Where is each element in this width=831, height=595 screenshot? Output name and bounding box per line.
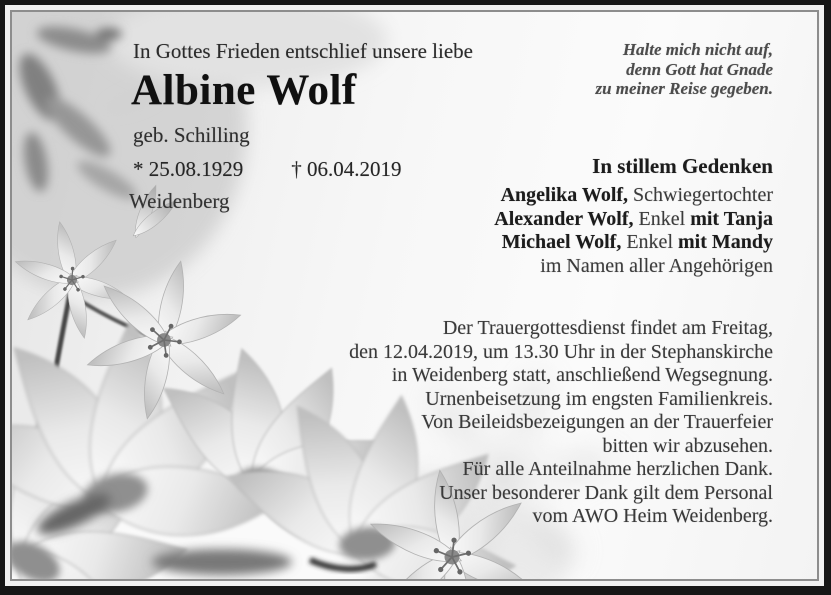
announcement-line: in Weidenberg statt, anschließend Wegsegnung. xyxy=(391,364,773,386)
mourner-row: Angelika Wolf, Schwiegertochter xyxy=(500,184,773,206)
obituary-text xyxy=(12,12,817,579)
announcement-line: Urnenbeisetzung im engsten Familienkreis. xyxy=(425,387,773,410)
quote-line: Halte mich nicht auf, xyxy=(622,40,773,59)
announcement-line: Unser besonderer Dank gilt dem Personal xyxy=(439,481,773,504)
quote-line: zu meiner Reise gegeben. xyxy=(595,79,773,98)
mourner-row: Alexander Wolf, Enkel mit Tanja xyxy=(494,207,773,230)
death-date: † 06.04.2019 xyxy=(291,157,402,181)
life-dates xyxy=(133,157,402,182)
quote-line: denn Gott hat Gnade xyxy=(626,59,773,79)
announcement-line: Der Trauergottesdienst findet am Freitag, xyxy=(442,317,773,339)
funeral-announcement xyxy=(349,317,773,529)
announcement-line: Für alle Anteilnahme herzlichen Dank. xyxy=(462,458,773,480)
mourners-list xyxy=(494,184,773,278)
intro-line: In Gottes Frieden entschlief unsere liebe xyxy=(133,39,473,63)
announcement-line: Von Beileidsbezeigungen an der Trauerfeier xyxy=(421,411,773,433)
announcement-line: bitten wir abzusehen. xyxy=(602,434,773,457)
memorial-quote xyxy=(595,40,773,99)
deceased-name: Albine Wolf xyxy=(131,67,357,114)
obituary-card xyxy=(10,10,819,581)
announcement-line: den 12.04.2019, um 13.30 Uhr in der Stephanskirche xyxy=(349,340,773,363)
mourner-row: Michael Wolf, Enkel mit Mandy xyxy=(501,231,773,253)
remembrance-header: In stillem Gedenken xyxy=(592,154,773,178)
residence: Weidenberg xyxy=(129,189,230,213)
birth-date: * 25.08.1929 xyxy=(133,157,244,181)
mourners-footer: im Namen aller Angehörigen xyxy=(540,254,773,277)
maiden-name: geb. Schilling xyxy=(133,123,250,147)
announcement-line: vom AWO Heim Weidenberg. xyxy=(532,505,773,527)
